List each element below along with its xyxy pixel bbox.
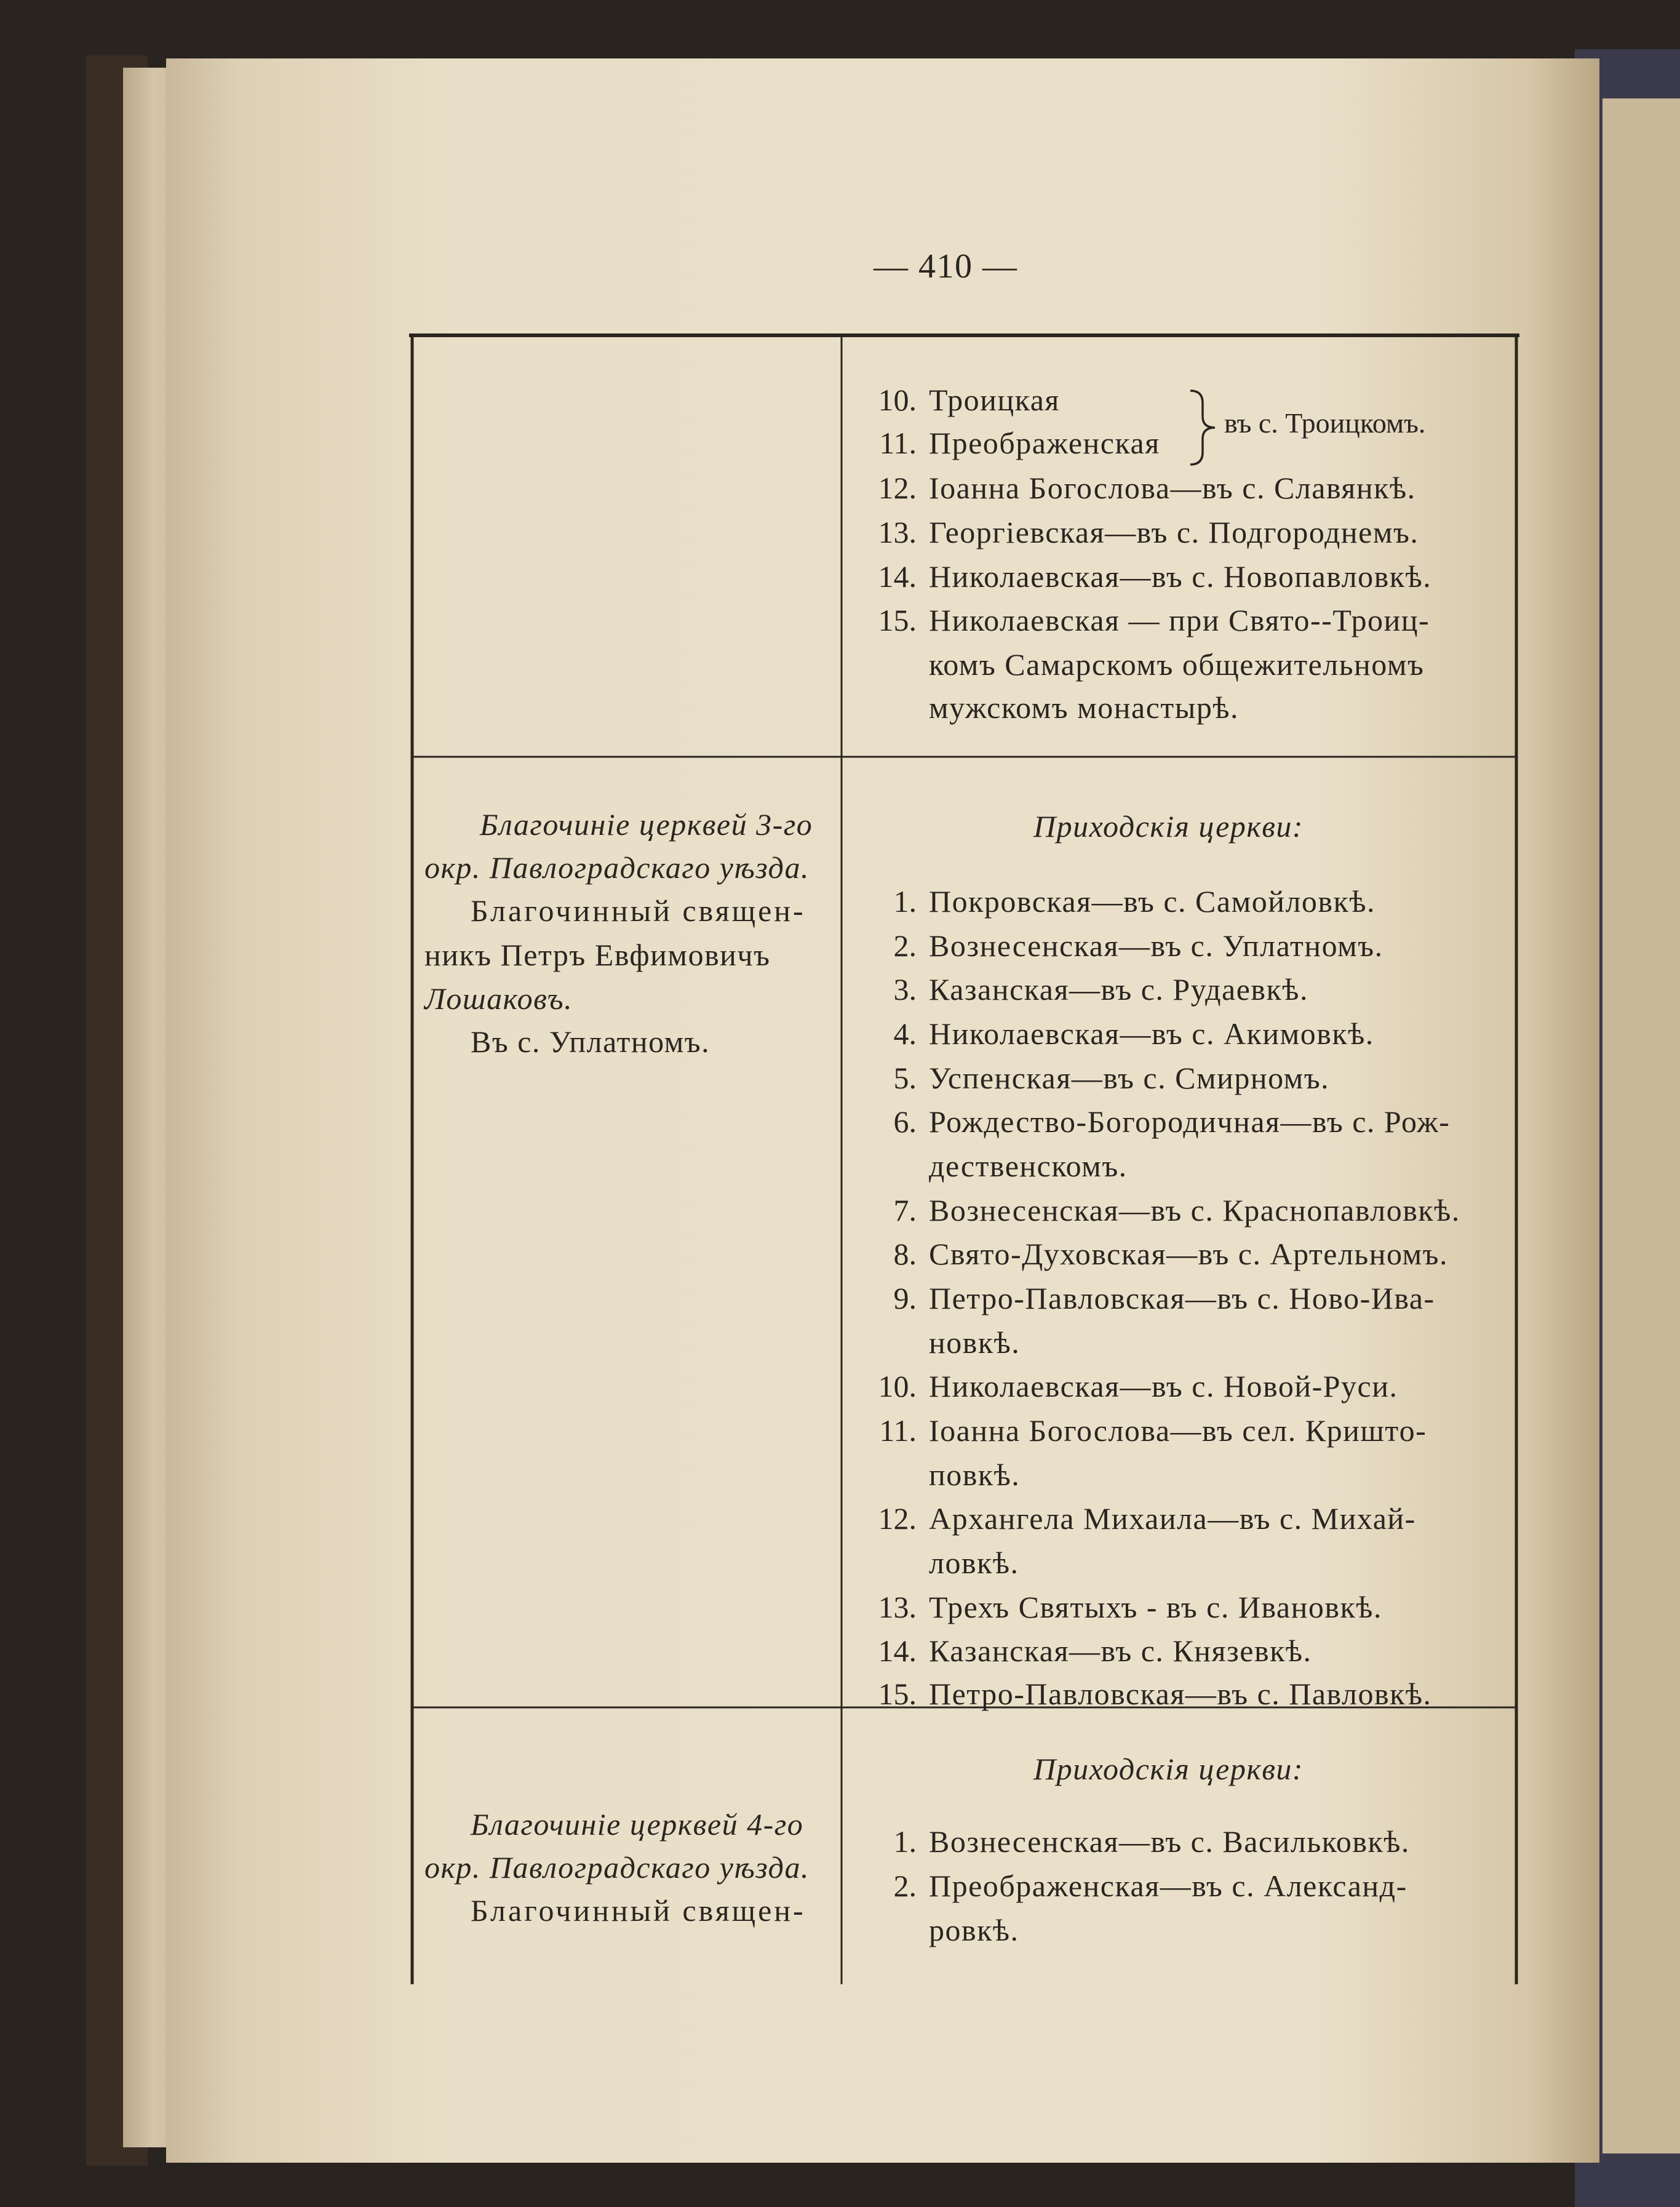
list-item: Преображенская—въ с. Александ- (929, 1869, 1407, 1903)
list-item: Петро-Павловская—въ с. Павловкѣ. (929, 1677, 1432, 1711)
list-item-continuation: новкѣ. (929, 1325, 1021, 1360)
list-number: 13. (878, 515, 917, 549)
list-item-continuation: повкѣ. (929, 1458, 1021, 1492)
list-number: 7. (893, 1193, 917, 1227)
list-number: 15. (878, 1677, 917, 1711)
list-item: Вознесенская—въ с. Уплатномъ. (929, 928, 1383, 963)
list-item: Рождество-Богородичная—въ с. Рож- (929, 1104, 1451, 1139)
list-number: 9. (893, 1281, 917, 1315)
brace-note: въ с. Троицкомъ. (1224, 407, 1426, 439)
list-number: 10. (878, 1369, 917, 1403)
list-item-continuation: ровкѣ. (929, 1913, 1019, 1947)
list-item: Архангела Михаила—въ с. Михай- (929, 1501, 1416, 1536)
list-number: 10. (878, 383, 917, 417)
list-number: 14. (878, 1634, 917, 1668)
dean-text: Благочинный священ- (471, 1893, 806, 1928)
parish-churches-heading: Приходскія церкви: (1033, 809, 1304, 844)
right-page-edge (1602, 98, 1680, 2153)
page-number: — 410 — (874, 247, 1018, 285)
list-item: Петро-Павловская—въ с. Ново-Ива- (929, 1281, 1435, 1315)
dean-name: Лошаковъ. (424, 981, 573, 1016)
list-item: Вознесенская—въ с. Краснопавловкѣ. (929, 1193, 1460, 1227)
list-number: 6. (893, 1104, 917, 1139)
list-item-continuation: комъ Самарскомъ общежительномъ (929, 647, 1425, 682)
list-number: 13. (878, 1590, 917, 1624)
list-number: 11. (879, 426, 917, 460)
list-item: Покровская—въ с. Самойловкѣ. (929, 884, 1375, 919)
list-item: Казанская—въ с. Князевкѣ. (929, 1634, 1312, 1668)
list-number: 11. (879, 1413, 917, 1448)
deanery-heading: Благочиніе церквей 3-го (480, 807, 813, 842)
list-item-continuation: ловкѣ. (929, 1546, 1019, 1580)
list-item: Іоанна Богослова—въ с. Славянкѣ. (929, 471, 1416, 505)
list-item: Вознесенская—въ с. Васильковкѣ. (929, 1824, 1410, 1859)
deanery-heading: Благочиніе церквей 4-го (471, 1807, 804, 1842)
list-item-continuation: мужскомъ монастырѣ. (929, 690, 1239, 725)
list-item: Казанская—въ с. Рудаевкѣ. (929, 972, 1308, 1007)
list-item: Георгіевская—въ с. Подгороднемъ. (929, 515, 1419, 549)
list-number: 5. (893, 1061, 917, 1095)
list-item: Николаевская—въ с. Новой-Руси. (929, 1369, 1398, 1403)
list-number: 2. (893, 1869, 917, 1903)
parish-churches-heading: Приходскія церкви: (1033, 1752, 1304, 1786)
list-item: Свято-Духовская—въ с. Артельномъ. (929, 1237, 1449, 1271)
list-number: 3. (893, 972, 917, 1007)
list-number: 2. (893, 928, 917, 963)
list-item: Николаевская—въ с. Акимовкѣ. (929, 1016, 1374, 1051)
dean-residence: Въ с. Уплатномъ. (471, 1024, 711, 1059)
deanery-heading: окр. Павлоградскаго уѣзда. (424, 1850, 810, 1885)
list-number: 14. (878, 559, 917, 594)
list-number: 12. (878, 1501, 917, 1536)
list-number: 12. (878, 471, 917, 505)
list-item: Трехъ Святыхъ - въ с. Ивановкѣ. (929, 1590, 1382, 1624)
list-item: Николаевская — при Свято--Троиц- (929, 603, 1430, 637)
list-item: Троицкая (929, 383, 1060, 417)
list-item-continuation: дественскомъ. (929, 1149, 1128, 1183)
list-number: 8. (893, 1237, 917, 1271)
dean-text: Благочинный священ- (471, 893, 806, 928)
deanery-heading: окр. Павлоградскаго уѣзда. (424, 850, 810, 885)
list-item: Іоанна Богослова—въ сел. Криштo- (929, 1413, 1427, 1448)
list-item: Николаевская—въ с. Новопавловкѣ. (929, 559, 1432, 594)
list-item: Преображенская (929, 426, 1160, 460)
list-number: 1. (893, 884, 917, 919)
list-number: 4. (893, 1016, 917, 1051)
list-item: Успенская—въ с. Смирномъ. (929, 1061, 1330, 1095)
dean-text: никъ Петръ Евфимовичъ (424, 938, 771, 972)
list-number: 15. (878, 603, 917, 637)
list-number: 1. (893, 1824, 917, 1859)
